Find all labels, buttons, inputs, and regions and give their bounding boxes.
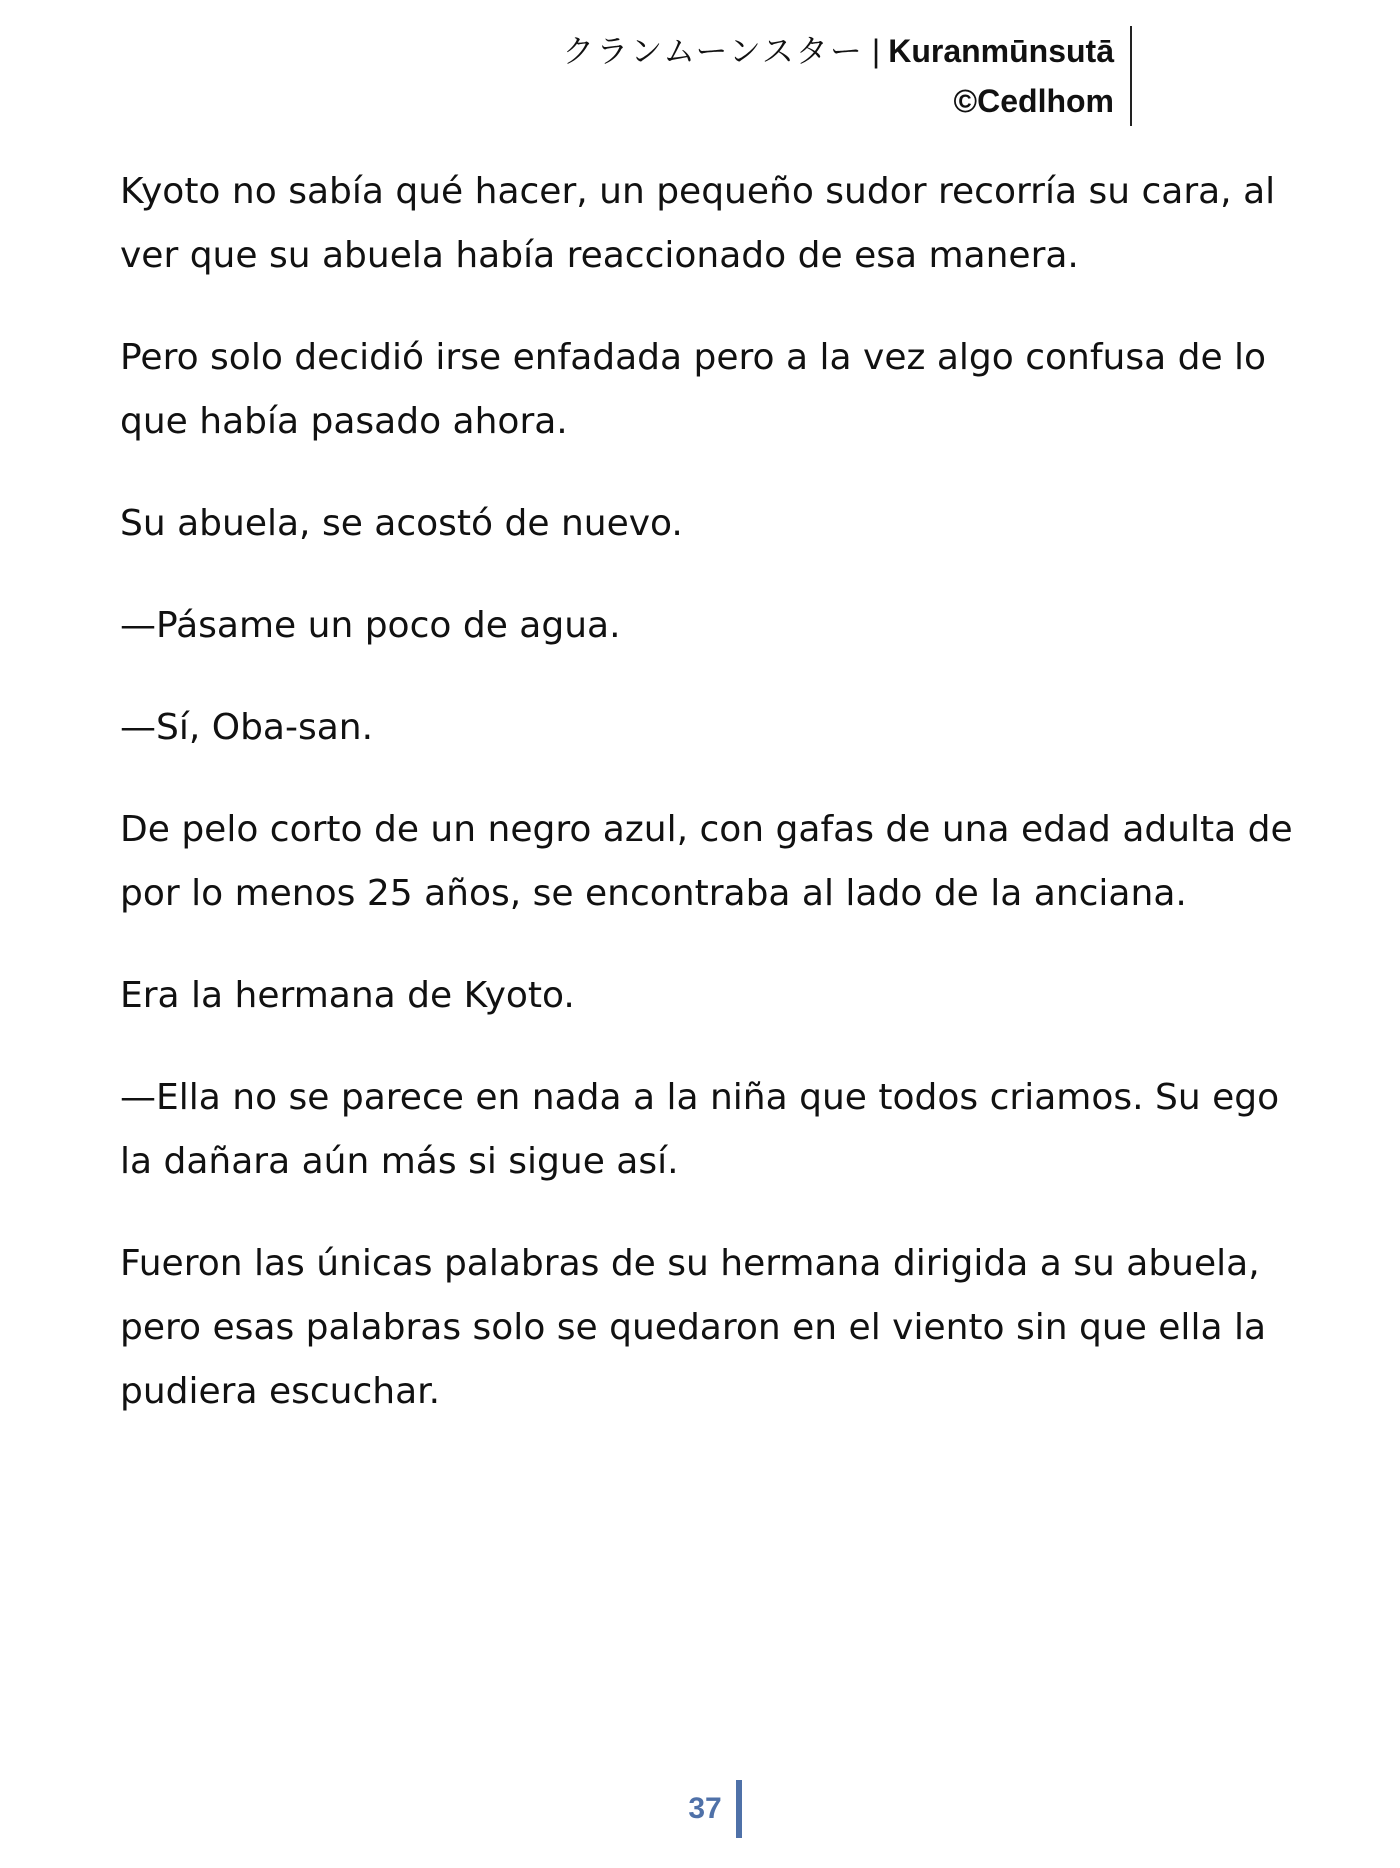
- paragraph: Era la hermana de Kyoto.: [120, 975, 575, 1016]
- japanese-title: クランムーンスター: [562, 32, 864, 70]
- paragraph: Fueron las únicas palabras de su hermana dirigida a su abuela, pero esas palabras solo se quedaron en el viento sin que ella la pudiera escuchar.: [120, 1243, 1267, 1412]
- page-footer: [0, 1780, 1400, 1838]
- page-header: [562, 26, 1132, 126]
- dialogue-line: —Sí, Oba-san.: [120, 707, 374, 748]
- romaji-title: Kuranmūnsutā: [888, 33, 1114, 69]
- header-title-line: [562, 26, 1114, 76]
- page-body: [120, 160, 1300, 1462]
- paragraph: Kyoto no sabía qué hacer, un pequeño sudor recorría su cara, al ver que su abuela había reaccionado de esa manera.: [120, 171, 1276, 276]
- page-number: 37: [688, 1780, 741, 1838]
- paragraph: Su abuela, se acostó de nuevo.: [120, 503, 683, 544]
- paragraph: De pelo corto de un negro azul, con gafas de una edad adulta de por lo menos 25 años, se encontraba al lado de la anciana.: [120, 809, 1293, 914]
- title-separator: |: [871, 33, 881, 69]
- copyright-line: ©Cedlhom: [953, 83, 1114, 119]
- paragraph: Pero solo decidió irse enfadada pero a la vez algo confusa de lo que había pasado ahora.: [120, 337, 1267, 442]
- dialogue-line: —Pásame un poco de agua.: [120, 605, 621, 646]
- dialogue-line: —Ella no se parece en nada a la niña que todos criamos. Su ego la dañara aún más si sigue así.: [120, 1077, 1280, 1182]
